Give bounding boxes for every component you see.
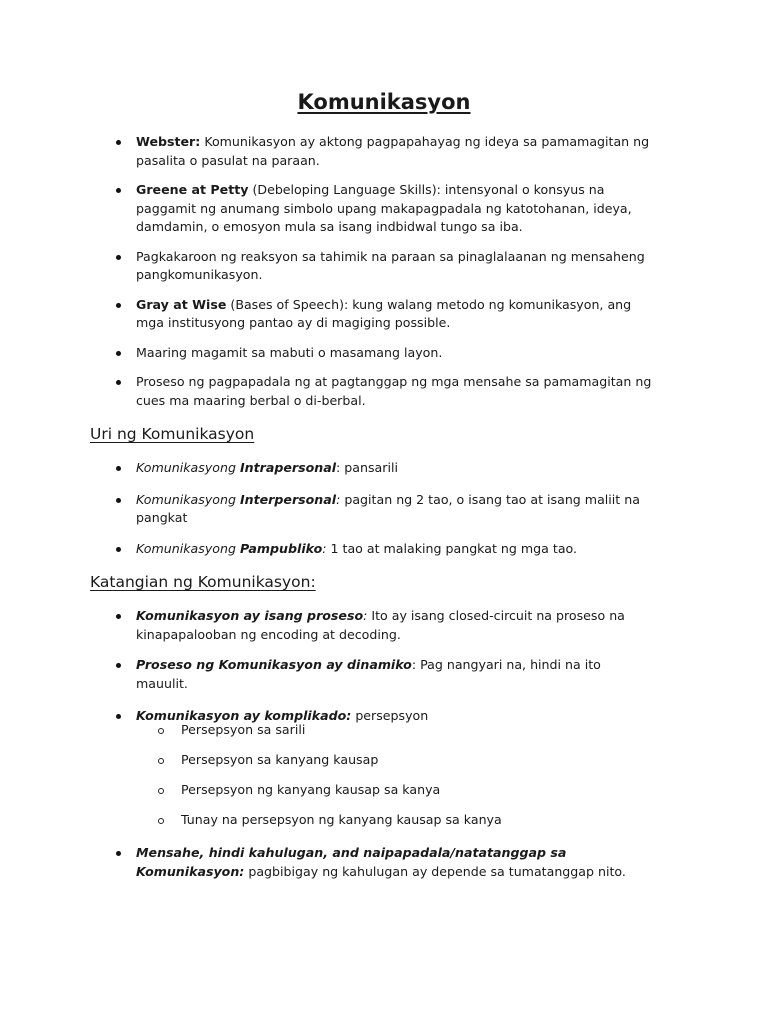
- item-label: Komunikasyon ay isang proseso: [136, 608, 364, 623]
- item-text: : intensyonal o konsyus na paggamit ng anumang simbolo upang makapagpadala ng katotohanan, ideya, damdamin, o emosyon mula sa isang indbidwal tungo sa iba.: [136, 182, 632, 234]
- item-label: Komunikasyon ay komplikado:: [136, 708, 352, 723]
- item-text: persepsyon: [351, 708, 429, 723]
- list-item: [0, 540, 656, 559]
- item-label: Interpersonal: [239, 491, 337, 507]
- item-text: pagbibigay ng kahulugan ay depende sa tumatanggap nito.: [244, 863, 626, 879]
- definition-list: [0, 133, 768, 421]
- item-text: : Pag nangyari na, hindi na ito mauulit.: [136, 657, 601, 691]
- item-label: Mensahe, hindi kahulugan, and naipapadala/natatanggap sa Komunikasyon:: [136, 845, 567, 879]
- item-text: Ito ay isang closed-circuit na proseso na kinapapalooban ng encoding at decoding.: [136, 608, 625, 642]
- list-item: [0, 181, 656, 237]
- katangian-list-continued: [0, 844, 768, 892]
- list-item: [0, 344, 656, 363]
- item-label: Greene at Petty: [136, 182, 249, 197]
- item-source: (Bases of Speech): [226, 296, 344, 312]
- list-item: [0, 248, 656, 285]
- item-text: 1 tao at malaking pangkat ng mga tao.: [326, 540, 578, 556]
- item-colon: :: [322, 540, 327, 556]
- list-item: [0, 373, 656, 410]
- sub-list-item: Tunay na persepsyon ng kanyang kausap sa kanya: [0, 811, 661, 830]
- list-item: [0, 844, 656, 881]
- list-item: [0, 607, 656, 644]
- list-item: [0, 296, 656, 333]
- item-italic: Komunikasyong: [136, 491, 240, 507]
- item-source: (Debeloping Language Skills): [248, 182, 437, 197]
- sub-list-item: Persepsyon sa kanyang kausap: [0, 751, 661, 770]
- list-item: [0, 491, 656, 528]
- item-text: : pansarili: [336, 460, 398, 475]
- item-text: : kung walang metodo ng komunikasyon, ang mga institusyong pantao ay di magiging possible.: [136, 296, 632, 330]
- item-label: Intrapersonal: [239, 460, 337, 475]
- item-colon: :: [363, 608, 368, 623]
- persepsyon-sublist: [0, 721, 768, 841]
- item-label: Proseso ng Komunikasyon ay dinamiko: [136, 657, 412, 672]
- item-text: Komunikasyon ay aktong pagpapahayag ng ideya sa pamamagitan ng pasalita o pasulat na paraan.: [136, 134, 650, 168]
- list-item: [0, 459, 656, 478]
- page-title: Komunikasyon: [297, 90, 471, 114]
- item-colon: :: [336, 491, 341, 507]
- item-text: Maaring magamit sa mabuti o masamang layon.: [136, 344, 443, 360]
- uri-list: [0, 459, 768, 569]
- item-italic: Komunikasyong: [136, 540, 240, 556]
- section-heading-uri: Uri ng Komunikasyon: [90, 425, 255, 443]
- sub-list-item: Persepsyon ng kanyang kausap sa kanya: [0, 781, 661, 800]
- item-text: Proseso ng pagpapadala ng at pagtanggap ng mga mensahe sa pamamagitan ng cues ma maaring berbal o di-berbal.: [136, 374, 652, 408]
- list-item: [0, 133, 656, 170]
- item-label: Gray at Wise: [136, 296, 227, 312]
- katangian-list: [0, 607, 768, 738]
- list-item: [0, 656, 656, 693]
- item-label: Pampubliko: [239, 540, 323, 556]
- item-text: Pagkakaroon ng reaksyon sa tahimik na paraan sa pinaglalaanan ng mensaheng pangkomunikasyon.: [136, 248, 645, 282]
- item-italic: Komunikasyong: [136, 460, 240, 475]
- section-heading-katangian: Katangian ng Komunikasyon:: [90, 573, 316, 591]
- item-label: Webster:: [136, 134, 201, 149]
- sub-list-item: Persepsyon sa sarili: [0, 721, 661, 740]
- item-text: pagitan ng 2 tao, o isang tao at isang maliit na pangkat: [136, 491, 640, 525]
